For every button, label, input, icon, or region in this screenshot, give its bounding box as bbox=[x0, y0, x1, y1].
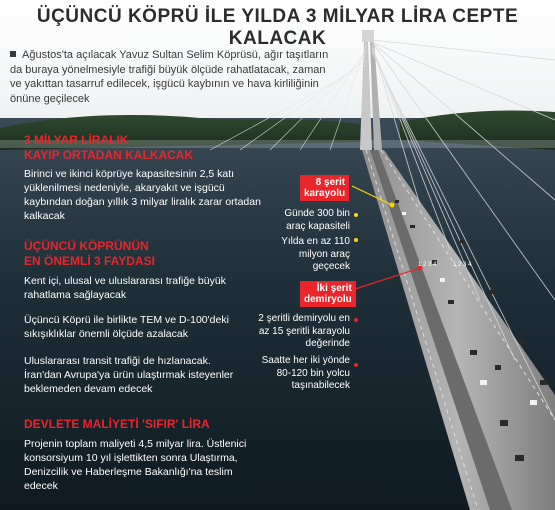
lane-numbers: 1 2 3 4 1 2 3 4 bbox=[418, 262, 472, 268]
rail-tag bbox=[300, 281, 356, 307]
rail-note-passengers: Saatte her iki yönde 80-120 bin yolcu taşınabilecek bbox=[261, 355, 350, 391]
rail-note-equivalence: 2 şeritli demiryolu en az 15 şeritli karayolu değerinde bbox=[258, 313, 350, 349]
road-note-capacity: Günde 300 bin araç kapasiteli bbox=[284, 208, 350, 232]
rail-tag-line2: demiryolu bbox=[304, 294, 352, 305]
cost-section-title: DEVLETE MALİYETİ 'SIFIR' LİRA bbox=[24, 417, 210, 431]
road-tag bbox=[300, 175, 349, 201]
loss-section-title bbox=[24, 133, 193, 163]
loss-section-text: Birinci ve ikinci köprüye kapasitesinin 2,5 katı yüklenilmesi nedeniyle, akaryakıt ve işgücü kaybından doğan yıllık 3 milyar liralık zarar ortadan kalkacak bbox=[24, 168, 261, 222]
intro-body: Ağustos'ta açılacak Yavuz Sultan Selim Köprüsü, ağır taşıtların da buraya yönelmesiyle trafiği büyük ölçüde rahatlatacak, zaman ve yakıttan tasarruf edilecek, işgücü kaybının ve hava kirliliğinin önüne geçilecek bbox=[10, 49, 329, 105]
benefit-item-2: Üçüncü Köprü ile birlikte TEM ve D-100'deki sıkışıklıklar önemli ölçüde azalacak bbox=[24, 314, 229, 340]
benefit-item-1: Kent içi, ulusal ve uluslararası trafiğe büyük rahatlama sağlayacak bbox=[24, 275, 226, 301]
intro-text bbox=[10, 48, 340, 106]
road-tag-line1: 8 şerit bbox=[315, 177, 346, 188]
benefits-title-line2: EN ÖNEMLİ 3 FAYDASI bbox=[24, 254, 155, 268]
road-tag-line2: karayolu bbox=[304, 188, 346, 199]
benefits-section-title bbox=[24, 239, 155, 269]
loss-title-line2: KAYIP ORTADAN KALKACAK bbox=[24, 148, 194, 162]
benefit-item-3: Uluslararası transit trafiği de hızlanacak. İran'dan Avrupa'ya ürün ulaştırmak isteyenler beklemeden devam edecek bbox=[24, 355, 234, 395]
road-note-annual: Yılda en az 110 milyon araç geçecek bbox=[281, 236, 350, 272]
bullet-icon bbox=[10, 51, 16, 57]
cost-section-text: Projenin toplam maliyeti 4,5 milyar lira. Üstlenici konsorsiyum 10 yıl işlettikten sonra Ulaştırma, Denizcilik ve Haberleşme Bakanlığı'na teslim edecek bbox=[24, 438, 247, 492]
loss-title-line1: 3 MİLYAR LİRALIK bbox=[24, 133, 129, 147]
page-title: ÜÇÜNCÜ KÖPRÜ İLE YILDA 3 MİLYAR LİRA CEPTE KALACAK bbox=[36, 6, 519, 49]
rail-tag-line1: İki şerit bbox=[316, 283, 352, 294]
benefits-title-line1: ÜÇÜNCÜ KÖPRÜNÜN bbox=[24, 239, 149, 253]
